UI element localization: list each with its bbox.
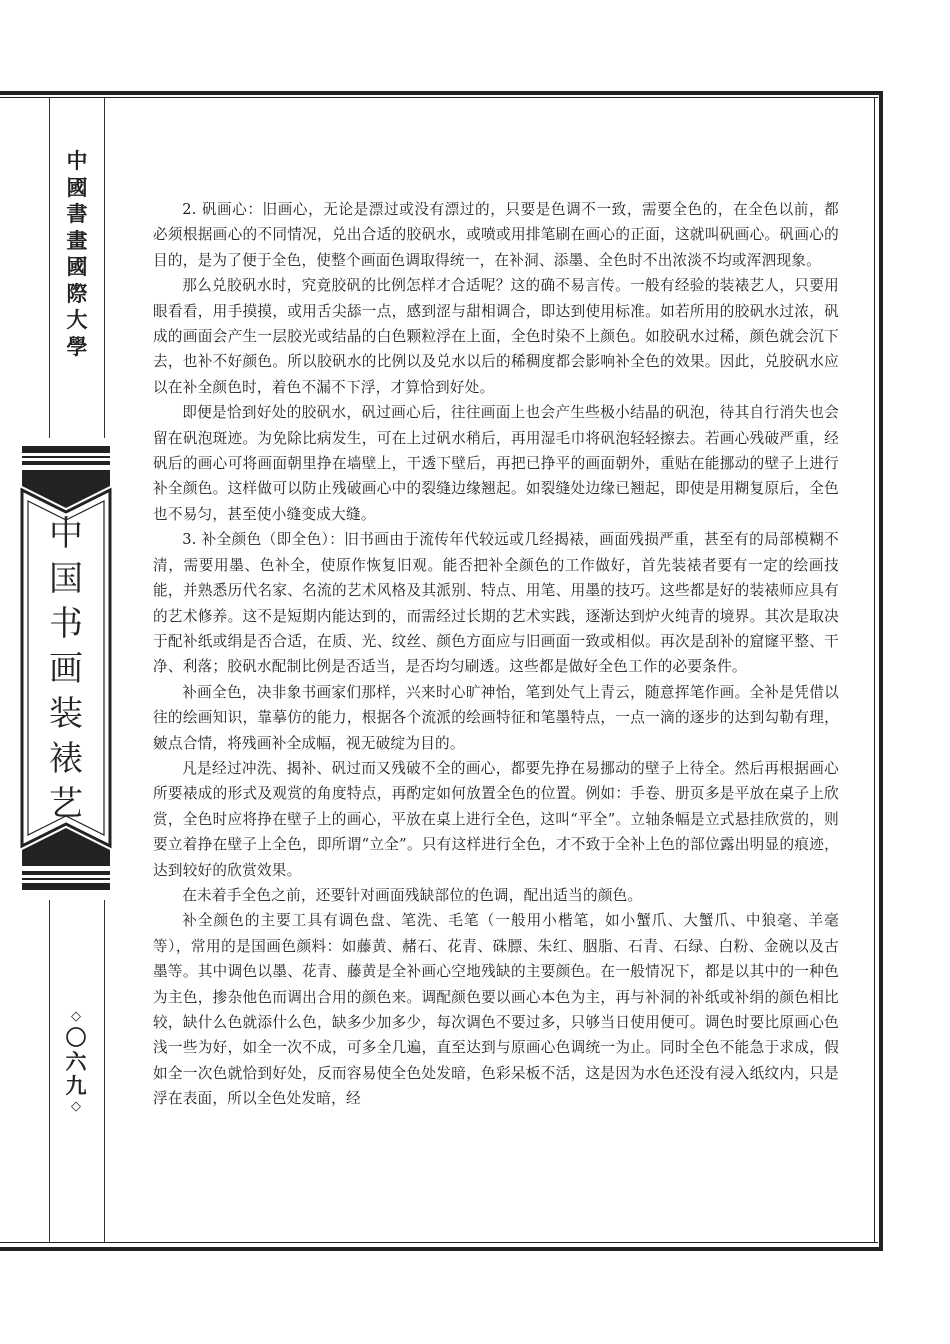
page-number	[56, 1008, 96, 1116]
university-char: 國	[66, 175, 88, 200]
book-title-char: 艺	[49, 784, 83, 824]
page-frame-bottom	[0, 1247, 883, 1251]
paragraph: 在未着手全色之前，还要针对画面残缺部位的色调，配出适当的颜色。	[182, 886, 643, 904]
university-char: 國	[66, 255, 88, 279]
book-title-char: 装	[49, 694, 83, 734]
paragraph: 补全颜色的主要工具有调色盘、笔洗、毛笔（一般用小楷笔，如小蟹爪、大蟹爪、中狼毫、羊毫等），常用的是国画色颜料：如藤黄、赭石、花青、硃膘、朱红、胭脂、石青、石绿、白粉、金碗以及古墨等。其中调色以墨、花青、藤黄是全补画心空地残缺的主要颜色。在一般情况下，都是以其中的一种色为主色，掺杂他色而调出合用的颜色来。调配颜色要以画心本色为主，再与补洞的补纸或补绢的颜色相比较，缺什么色就添什么色，缺多少加多少，每次调色不要过多，只够当日使用便可。调色时要比原画心色浅一些为好，如全一次不成，可多全几遍，直至达到与原画心色调统一为止。同时全色不能急于求成，假如全一次色就恰到好处，反而容易使全色处发暗，色彩呆板不活，这是因为水色还没有浸入纸纹内，只是浮在表面，所以全色处发暗，经	[153, 912, 839, 1108]
university-char: 際	[66, 281, 88, 306]
book-title-char: 裱	[49, 739, 83, 779]
page-frame-top-inner	[0, 97, 878, 98]
book-title-char: 术	[49, 829, 83, 869]
body-text	[153, 197, 839, 1112]
page-frame-bottom-inner	[0, 1242, 878, 1243]
book-title	[28, 512, 104, 872]
paragraph: 凡是经过冲洗、揭补、矾过而又残破不全的画心，都要先挣在易挪动的壁子上待全。然后再根据画心所要裱成的形式及观赏的角度特点，再酌定如何放置全色的位置。例如：手卷、册页多是平放在桌子上欣赏，全色时应将挣在壁子上的画心，平放在桌上进行全色，这叫“平全”。立轴条幅是立式悬挂欣赏的，则要立着挣在壁子上全色，即所谓“立全”。只有这样进行全色，才不致于全补上色的部位露出明显的痕迹，达到较好的欣赏效果。	[153, 759, 839, 879]
diamond-icon: ◇	[71, 1009, 81, 1024]
university-char: 中	[66, 149, 88, 173]
paragraph: 2. 矾画心：旧画心，无论是漂过或没有漂过的，只要是色调不一致，需要全色的，在全色以前，都必须根据画心的不同情况，兑出合适的胶矾水，或喷或用排笔刷在画心的正面，这就叫矾画心。矾画心的目的，是为了便于全色，使整个画面色调取得统一，在补洞、添墨、全色时不出浓淡不均或浑泗现象。	[153, 201, 839, 269]
paragraph: 即便是恰到好处的胶矾水，矾过画心后，往往画面上也会产生些极小结晶的矾泡，待其自行消失也会留在矾泡斑迹。为免除比病发生，可在上过矾水稍后，再用湿毛巾将矾泡轻轻擦去。若画心残破严重，经矾后的画心可将画面朝里挣在墙壁上，干透下壁后，再把已挣平的画面朝外，重贴在能挪动的壁子上进行补全颜色。这样做可以防止残破画心中的裂缝边缘翘起。如裂缝处边缘已翘起，即使是用糊复原后，全色也不易匀，甚至使小缝变成大缝。	[153, 404, 839, 523]
book-title-char: 中	[49, 514, 83, 554]
page-frame-right	[879, 91, 883, 1251]
side-rule-right-bottom	[104, 900, 105, 1242]
side-rule-left-bottom	[49, 900, 50, 1242]
page-number-char: 九	[65, 1074, 87, 1098]
university-char: 書	[66, 202, 88, 226]
university-char: 學	[66, 334, 88, 359]
page-number-char: 〇	[65, 1026, 87, 1050]
page-frame-right-inner	[874, 97, 875, 1243]
page-number-char: 六	[65, 1050, 87, 1074]
side-rule-left-top	[49, 98, 50, 438]
university-char: 畫	[66, 228, 88, 253]
paragraph: 那么兑胶矾水时，究竟胶矾的比例怎样才合适呢？这的确不易言传。一般有经验的装裱艺人，只要用眼看看，用手摸摸，或用舌尖舔一点，感到涩与甜相调合，即达到使用标准。如若所用的胶矾水过浓，矾成的画面会产生一层胶光或结晶的白色颗粒浮在上面，全色时染不上颜色。如胶矾水过稀，颜色就会沉下去，也补不好颜色。所以胶矾水的比例以及兑水以后的稀稠度都会影响补全色的效果。因此，兑胶矾水应以在补全颜色时，着色不漏不下浮，才算恰到好处。	[153, 277, 839, 396]
book-title-char: 画	[49, 649, 83, 689]
book-title-char: 国	[49, 559, 83, 599]
paragraph: 3. 补全颜色（即全色）：旧书画由于流传年代较远或几经揭裱，画面残损严重，甚至有的局部模糊不清，需要用墨、色补全，使原作恢复旧观。能否把补全颜色的工作做好，首先装裱者要有一定的绘画技能，并熟悉历代名家、名流的艺术风格及其派别、特点、用笔、用墨的技巧。这些都是好的装裱师应具有的艺术修养。这不是短期内能达到的，而需经过长期的艺术实践，逐渐达到炉火纯青的境界。其次是取决于配补纸或绢是否合适，在质、光、纹丝、颜色方面应与旧画面一致或相似。再次是刮补的窟窿平整、干净、利落；胶矾水配制比例是否适当，是否均匀刷透。这些都是做好全色工作的必要条件。	[153, 531, 839, 676]
page-frame-top	[0, 91, 883, 95]
book-title-char: 书	[49, 604, 83, 644]
university-char: 大	[66, 308, 88, 332]
side-rule-right-top	[104, 98, 105, 438]
university-name	[60, 148, 94, 360]
paragraph: 补画全色，决非象书画家们那样，兴来时心旷神怡，笔到处气上青云，随意挥笔作画。全补是凭借以往的绘画知识，靠摹仿的能力，根据各个流派的绘画特征和笔墨特点，一点一滴的逐步的达到勾勒有理，皴点合情，将残画补全成幅，视无破绽为目的。	[153, 683, 839, 752]
diamond-icon: ◇	[71, 1099, 81, 1114]
